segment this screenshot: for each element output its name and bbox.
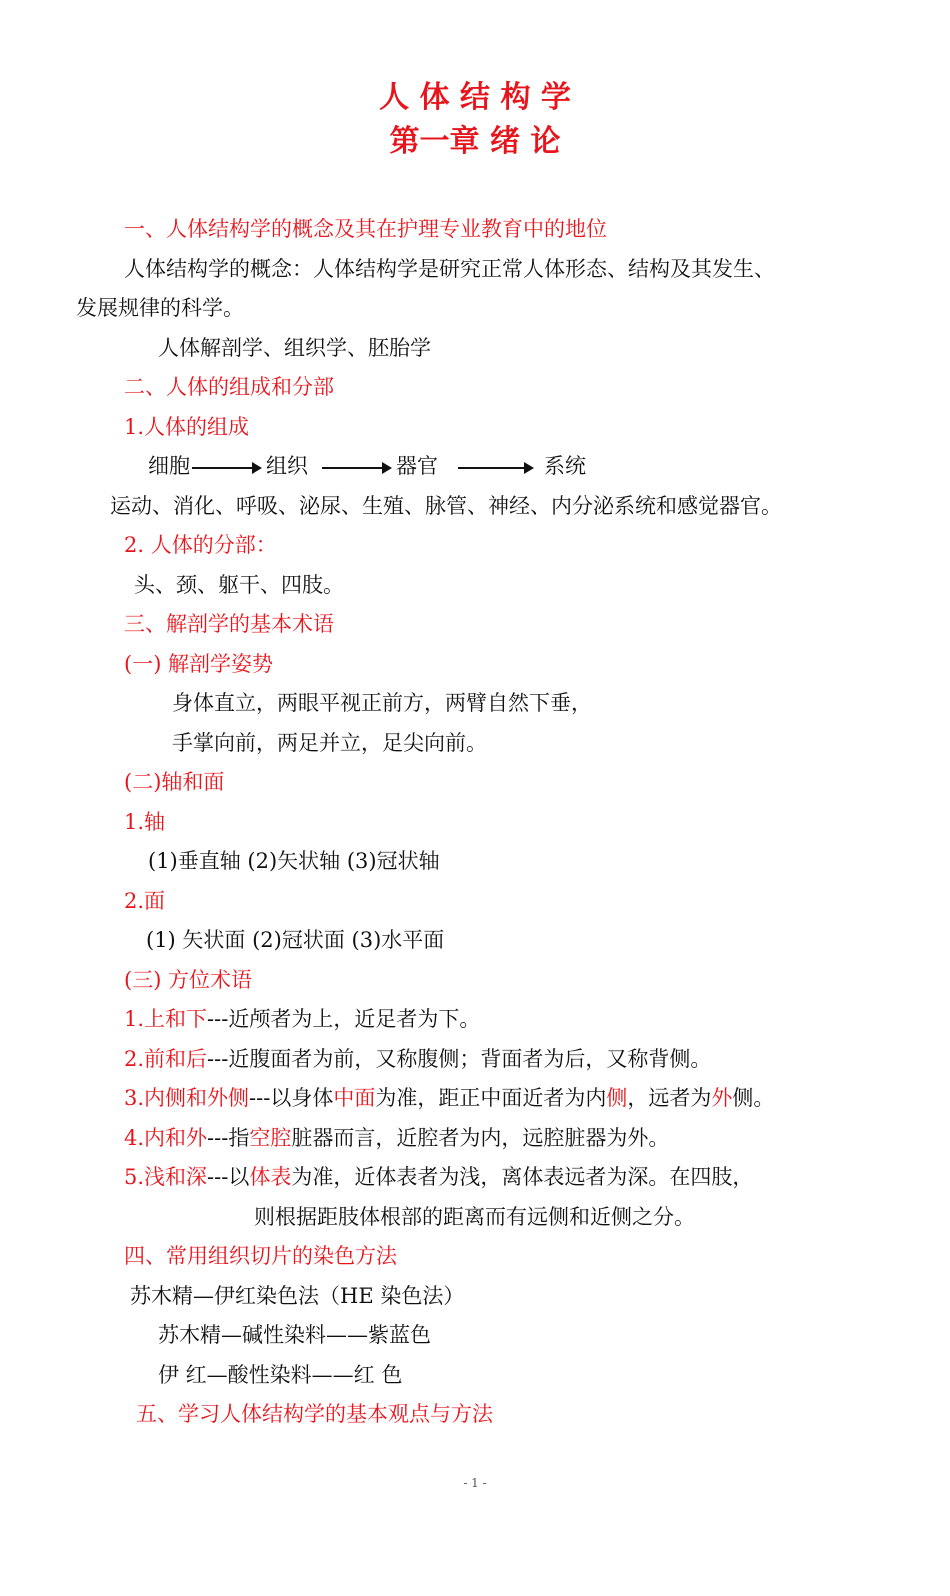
chapter-title: 第一章 绪 论 xyxy=(389,124,561,159)
section-heading-4: 四、常用组织切片的染色方法 xyxy=(124,1244,397,1268)
term-superficial-deep-cont: 则根据距肢体根部的距离而有远侧和近侧之分。 xyxy=(254,1205,695,1229)
term-medial-lateral: 3.内侧和外侧---以身体中面为准，距正中面近者为内侧，远者为外侧。 xyxy=(124,1086,775,1110)
section-heading-5: 五、学习人体结构学的基本观点与方法 xyxy=(136,1402,493,1426)
chain-tissue: 组织 xyxy=(266,454,308,478)
systems-list: 运动、消化、呼吸、泌尿、生殖、脉管、神经、内分泌系统和感觉器官。 xyxy=(110,494,782,518)
position-line2: 手掌向前，两足并立，足尖向前。 xyxy=(172,731,487,755)
page-number: - 1 - xyxy=(463,1476,487,1490)
subheading-planes: 2.面 xyxy=(124,889,166,913)
subheading-axes: 1.轴 xyxy=(124,810,166,834)
chain-cell: 细胞 xyxy=(148,454,190,478)
term-superior-inferior: 1.上和下---近颅者为上，近足者为下。 xyxy=(124,1007,481,1031)
paragraph-concept-line1: 人体结构学的概念：人体结构学是研究正常人体形态、结构及其发生、 xyxy=(124,257,775,281)
planes-list: (1) 矢状面 (2)冠状面 (3)水平面 xyxy=(146,928,445,952)
arrow-icon xyxy=(458,467,532,469)
subheading-axes-planes: (二)轴和面 xyxy=(124,770,225,794)
section-heading-2: 二、人体的组成和分部 xyxy=(124,375,334,399)
paragraph-concept-line2: 发展规律的科学。 xyxy=(76,296,244,320)
term-internal-external: 4.内和外---指空腔脏器而言，近腔者为内，远腔脏器为外。 xyxy=(124,1126,670,1150)
document-title: 人 体 结 构 学 xyxy=(379,80,571,115)
axes-list: (1)垂直轴 (2)矢状轴 (3)冠状轴 xyxy=(148,849,440,873)
composition-chain xyxy=(148,451,586,481)
position-line1: 身体直立，两眼平视正前方，两臂自然下垂， xyxy=(172,691,592,715)
subheading-anatomical-position: (一) 解剖学姿势 xyxy=(124,652,274,676)
section-heading-3: 三、解剖学的基本术语 xyxy=(124,612,334,636)
chain-system: 系统 xyxy=(544,454,586,478)
section-heading-1: 一、人体结构学的概念及其在护理专业教育中的地位 xyxy=(124,217,607,241)
paragraph-disciplines: 人体解剖学、组织学、胚胎学 xyxy=(158,336,431,360)
subheading-directional-terms: (三) 方位术语 xyxy=(124,968,253,992)
subheading-parts: 2. 人体的分部： xyxy=(124,533,277,557)
subheading-composition: 1.人体的组成 xyxy=(124,415,250,439)
term-anterior-posterior: 2.前和后---近腹面者为前，又称腹侧；背面者为后，又称背侧。 xyxy=(124,1047,712,1071)
arrow-icon xyxy=(192,467,260,469)
he-eosin: 伊 红—酸性染料——红 色 xyxy=(158,1363,403,1387)
he-hematoxylin: 苏木精—碱性染料——紫蓝色 xyxy=(158,1323,431,1347)
he-stain-method: 苏木精—伊红染色法（HE 染色法） xyxy=(130,1284,465,1308)
term-superficial-deep: 5.浅和深---以体表为准，近体表者为浅，离体表远者为深。在四肢， xyxy=(124,1165,754,1189)
chain-organ: 器官 xyxy=(396,454,438,478)
arrow-icon xyxy=(322,467,390,469)
body-parts-list: 头、颈、躯干、四肢。 xyxy=(134,573,344,597)
